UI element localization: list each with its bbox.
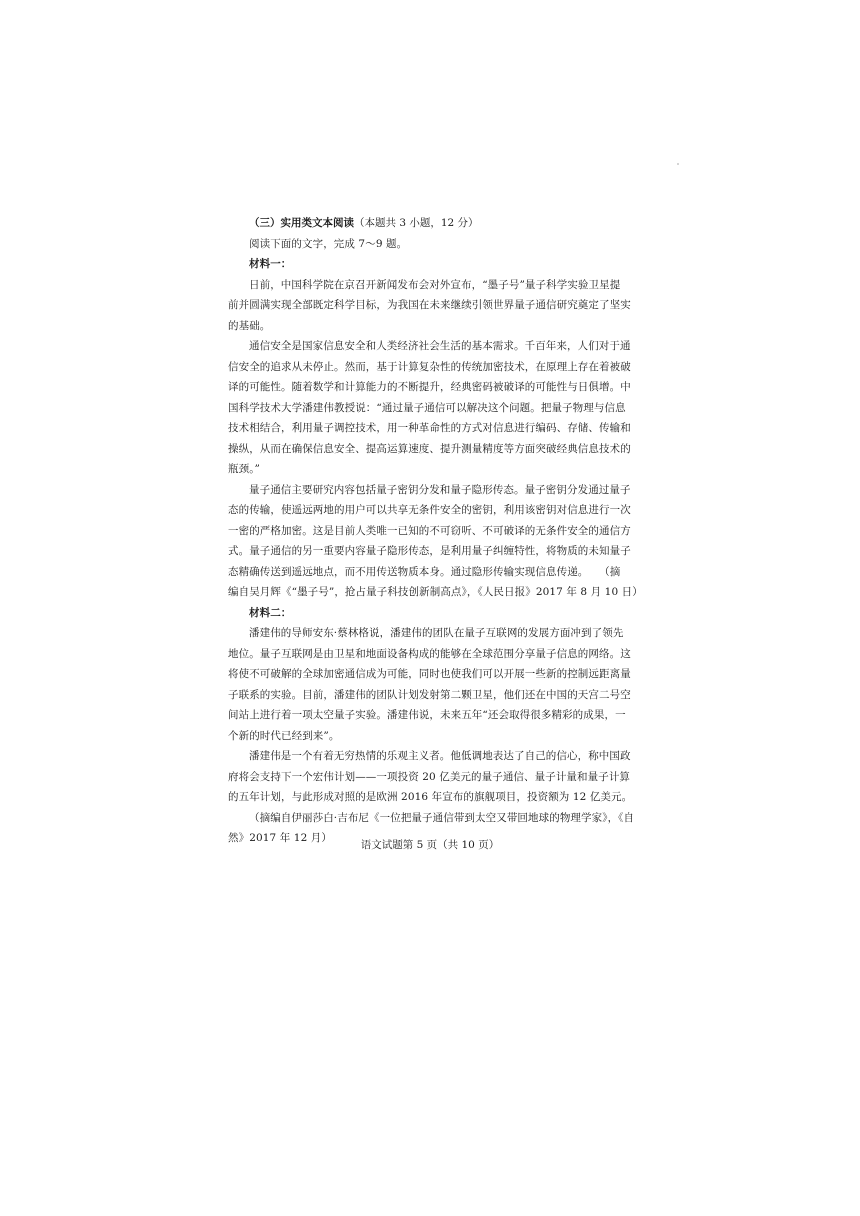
paragraph-line: 间站上进行着一项太空量子实验。潘建伟说，未来五年“还会取得很多精彩的成果，一 xyxy=(228,709,626,721)
paragraph-line: 潘建伟的导师安东·蔡林格说，潘建伟的团队在量子互联网的发展方面冲到了领先 xyxy=(249,627,624,639)
paragraph-line: 前并圆满实现全部既定科学目标，为我国在未来继续引领世界量子通信研究奠定了坚实 xyxy=(228,299,631,311)
paragraph-line: 技术相结合，利用量子调控技术，用一种革命性的方式对信息进行编码、存储、传输和 xyxy=(228,422,631,434)
section-heading xyxy=(228,213,642,234)
paragraph-line: 通信安全是国家信息安全和人类经济社会生活的基本需求。千百年来，人们对于通 xyxy=(249,340,631,352)
citation-line: 然》2017 年 12 月） xyxy=(228,832,332,844)
material2-label: 材料二： xyxy=(249,606,292,619)
paragraph-line: 将使不可破解的全球加密通信成为可能，同时也使我们可以开展一些新的控制远距离量 xyxy=(228,668,631,680)
instruction: 阅读下面的文字，完成 7～9 题。 xyxy=(249,237,408,250)
exam-page-text xyxy=(228,213,642,849)
section-title: （三）实用类文本阅读 xyxy=(249,217,354,229)
material2-body xyxy=(228,623,642,849)
paragraph-line: 个新的时代已经到来”。 xyxy=(228,729,340,742)
paragraph-line: 操纵，从而在确保信息安全、提高运算速度、提升测量精度等方面突破经典信息技术的 xyxy=(228,442,631,455)
paragraph-line: 量子通信主要研究内容包括量子密钥分发和量子隐形传态。量子密钥分发通过量子 xyxy=(249,483,631,496)
scan-speck xyxy=(677,163,679,165)
paragraph-line: 一密的严格加密。这是目前人类唯一已知的不可窃听、不可破译的无条件安全的通信方 xyxy=(228,524,631,537)
citation-line: 编自吴月辉《“墨子号”，抢占量子科技创新制高点》，《人民日报》2017 年 8 月 10 日） xyxy=(228,586,643,598)
paragraph-line: 日前，中国科学院在京召开新闻发布会对外宣布，“墨子号”量子科学实验卫星提 xyxy=(249,278,621,291)
paragraph-line: 的基础。 xyxy=(228,319,271,332)
material1-body xyxy=(228,275,642,603)
paragraph-line: 式。量子通信的另一重要内容量子隐形传态，是利用量子纠缠特性，将物质的未知量子 xyxy=(228,545,631,557)
paragraph-line: 地位。量子互联网是由卫星和地面设备构成的能够在全球范围分享量子信息的网络。这 xyxy=(228,647,631,660)
material1-label: 材料一： xyxy=(249,258,292,270)
paragraph-line: 瓶颈。” xyxy=(228,463,261,475)
paragraph-line: 府将会支持下一个宏伟计划——一项投资 20 亿美元的量子通信、量子计量和量子计算 xyxy=(228,770,631,783)
section-note: （本题共 3 小题，12 分） xyxy=(354,217,479,229)
paragraph-line: 的五年计划，与此形成对照的是欧洲 2016 年宣布的旗舰项目，投资额为 12 亿美元。 xyxy=(228,791,633,803)
citation-line: （摘编自伊丽莎白·吉布尼《一位把量子通信带到太空又带回地球的物理学家》，《自 xyxy=(249,811,635,824)
paragraph-line: 国科学技术大学潘建伟教授说：“通过量子通信可以解决这个问题。把量子物理与信息 xyxy=(228,401,626,414)
paragraph-line: 译的可能性。随着数学和计算能力的不断提升，经典密码被破译的可能性与日俱增。中 xyxy=(228,381,631,393)
paragraph-line: 态的传输，使遥远两地的用户可以共享无条件安全的密钥，利用该密钥对信息进行一次 xyxy=(228,504,631,516)
page-footer: 语文试题第 5 页（共 10 页） xyxy=(360,839,500,851)
paragraph-line: 子联系的实验。目前，潘建伟的团队计划发射第二颗卫星，他们还在中国的天宫二号空 xyxy=(228,688,631,701)
paragraph-line: 潘建伟是一个有着无穷热情的乐观主义者。他低调地表达了自己的信心，称中国政 xyxy=(249,750,631,762)
paragraph-line: 态精确传送到遥远地点，而不用传送物质本身。通过隐形传输实现信息传递。 （摘 xyxy=(228,565,621,578)
paragraph-line: 信安全的追求从未停止。然而，基于计算复杂性的传统加密技术，在原理上存在着被破 xyxy=(228,360,631,373)
